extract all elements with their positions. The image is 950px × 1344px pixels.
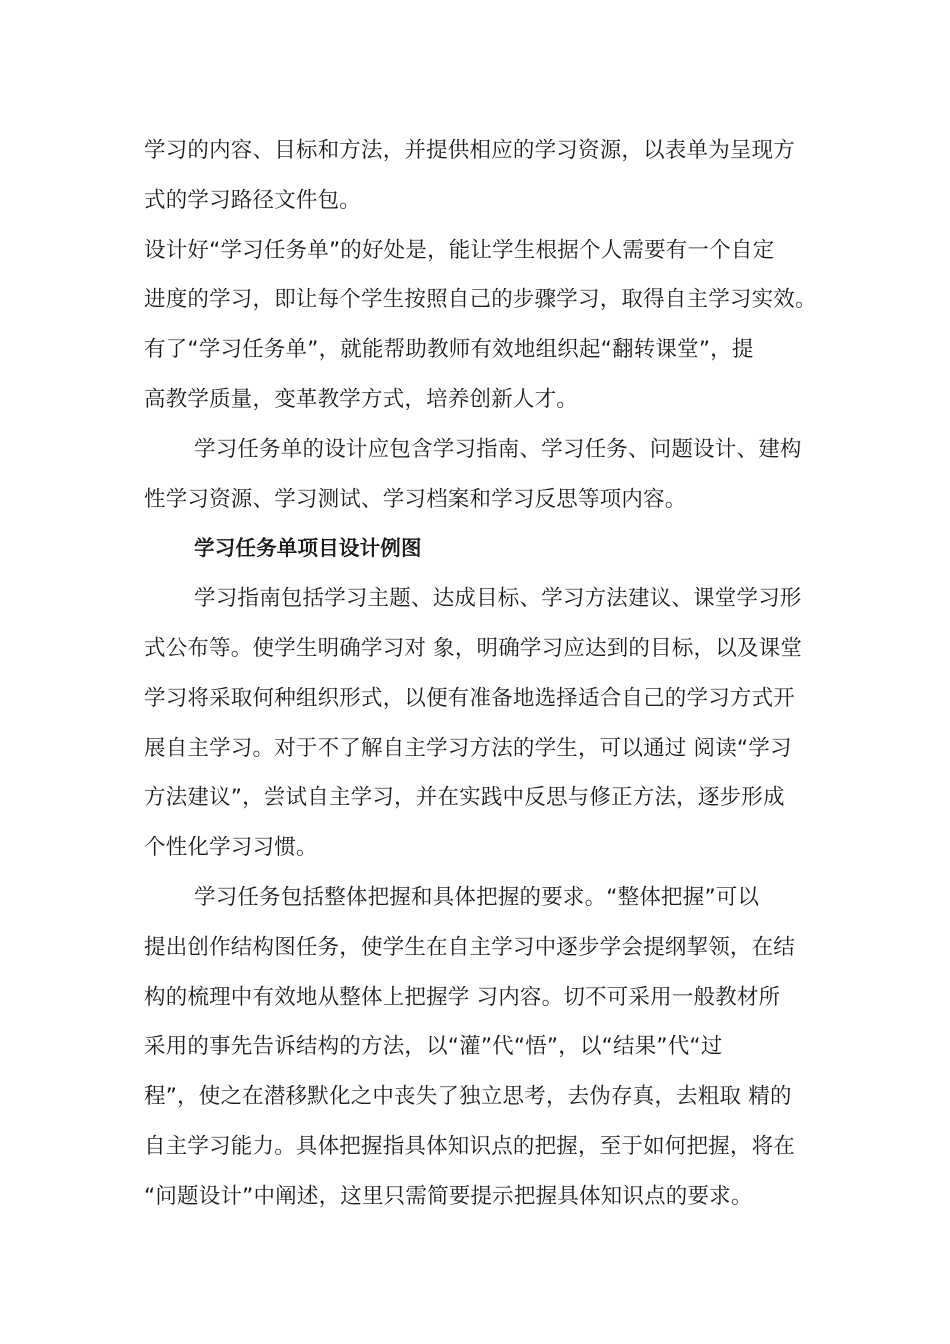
document-body	[144, 126, 817, 1222]
text-line: 自主学习能力。具体把握指具体知识点的把握，至于如何把握，将在	[144, 1133, 796, 1159]
text-line: 学习指南包括学习主题、达成目标、学习方法建议、课堂学习形	[194, 586, 802, 612]
text-line: 性学习资源、学习测试、学习档案和学习反思等项内容。	[144, 486, 687, 512]
text-line: 式公布等。使学生明确学习对 象，明确学习应达到的目标，以及课堂	[144, 635, 803, 661]
section-heading: 学习任务单项目设计例图	[194, 536, 422, 561]
text-line: 进度的学习，即让每个学生按照自己的步骤学习，取得自主学习实效。	[144, 287, 817, 313]
text-line: 个性化学习习惯。	[144, 835, 318, 861]
text-line: 学习将采取何种组织形式，以便有准备地选择适合自己的学习方式开	[144, 685, 796, 711]
text-line: 学习任务包括整体把握和具体把握的要求。“整体把握”可以	[194, 884, 760, 910]
text-line: 学习的内容、目标和方法，并提供相应的学习资源，以表单为呈现方	[144, 138, 796, 163]
text-line: 采用的事先告诉结构的方法，以“灌”代“悟”，以“结果”代“过	[144, 1034, 723, 1060]
text-line: 有了“学习任务单”，就能帮助教师有效地组织起“翻转课堂”，提	[144, 337, 754, 363]
text-line: 提出创作结构图任务，使学生在自主学习中逐步学会提纲挈领，在结	[144, 934, 796, 960]
text-line: 式的学习路径文件包。	[144, 187, 362, 213]
text-line: 方法建议”，尝试自主学习，并在实践中反思与修正方法，逐步形成	[144, 785, 785, 811]
text-line: 程”，使之在潜移默化之中丧失了独立思考，去伪存真，去粗取 精的	[144, 1084, 792, 1110]
text-line: 高教学质量，变革教学方式，培养创新人才。	[144, 386, 579, 412]
text-line: 设计好“学习任务单”的好处是，能让学生根据个人需要有一个自定	[144, 237, 775, 263]
text-line: 展自主学习。对于不了解自主学习方法的学生，可以通过 阅读“学习	[144, 735, 792, 761]
text-line: “问题设计”中阐述，这里只需简要提示把握具体知识点的要求。	[144, 1183, 753, 1209]
text-line: 构的梳理中有效地从整体上把握学 习内容。切不可采用一般教材所	[144, 984, 781, 1010]
text-line: 学习任务单的设计应包含学习指南、学习任务、问题设计、建构	[194, 436, 802, 462]
